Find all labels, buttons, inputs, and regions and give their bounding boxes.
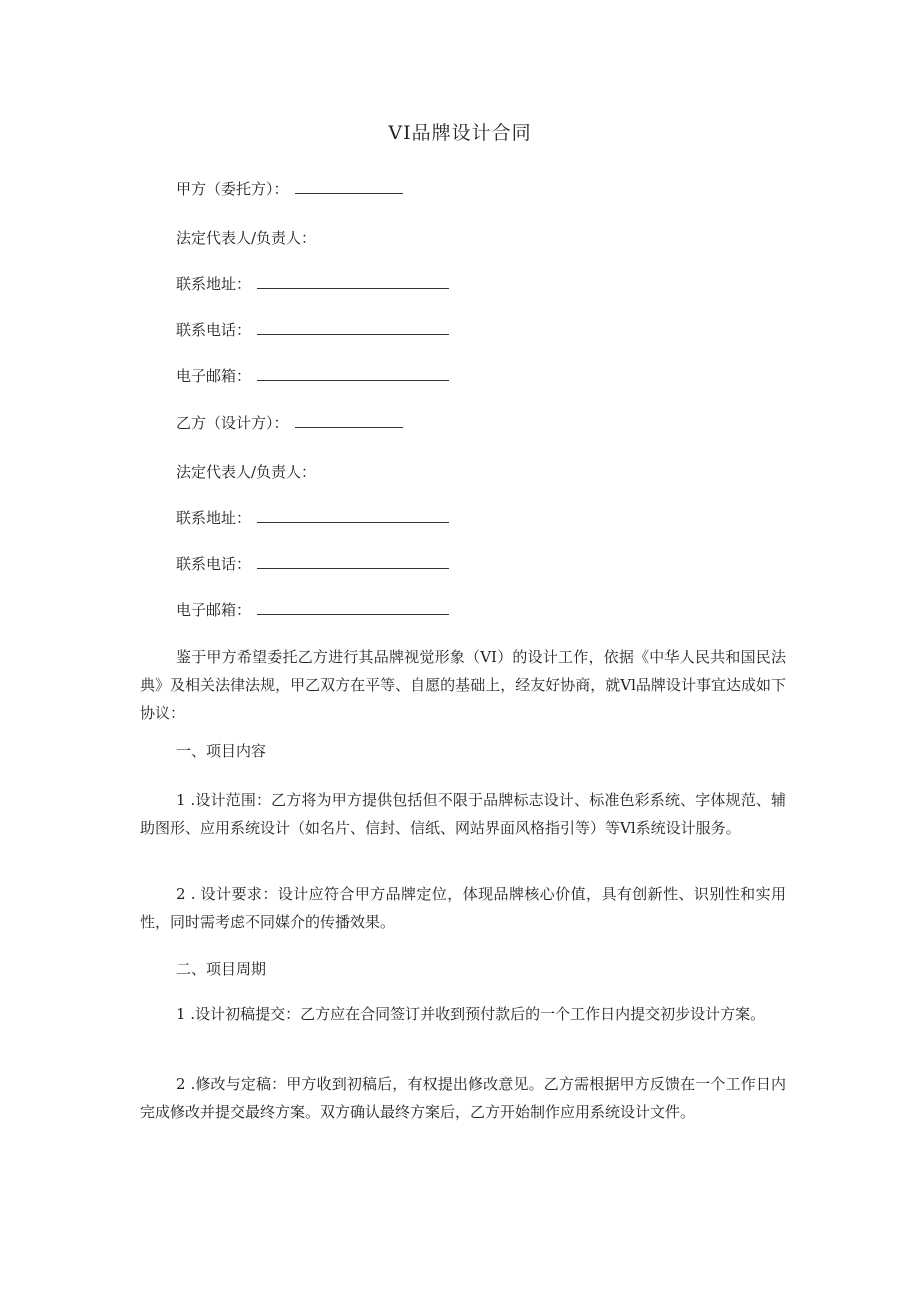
party-b-phone-label: 联系电话： [176, 555, 252, 573]
party-b-address-blank[interactable] [257, 508, 449, 523]
section1-heading: 一、项目内容 [176, 742, 267, 760]
party-b-label: 乙方（设计方）： [176, 414, 289, 432]
party-a-rep-field [176, 227, 316, 249]
party-b-phone-field [176, 553, 449, 575]
section2-item1: 1 .设计初稿提交：乙方应在合同签订并收到预付款后的一个工作日内提交初步设计方案。 [176, 1005, 766, 1023]
party-b-name-field [176, 412, 403, 434]
party-a-address-field [176, 273, 449, 295]
party-b-rep-label: 法定代表人/负责人： [176, 463, 317, 481]
party-a-email-blank[interactable] [257, 366, 449, 381]
party-a-label: 甲方（委托方）： [176, 180, 289, 198]
section1-item2: 2 . 设计要求：设计应符合甲方品牌定位，体现品牌核心价值，具有创新性、识别性和实用性，同时需考虑不同媒介的传播效果。 [140, 885, 786, 931]
party-a-phone-field [176, 319, 449, 341]
party-b-name-blank[interactable] [295, 413, 403, 428]
section2-item2: 2 .修改与定稿：甲方收到初稿后，有权提出修改意见。乙方需根据甲方反馈在一个工作日内完成修改并提交最终方案。双方确认最终方案后，乙方开始制作应用系统设计文件。 [140, 1075, 786, 1121]
party-b-address-field [176, 507, 449, 529]
party-b-rep-field [176, 461, 316, 483]
document-title: VI品牌设计合同 [388, 122, 532, 144]
party-a-name-blank[interactable] [295, 179, 403, 194]
party-a-phone-blank[interactable] [257, 320, 449, 335]
section1-item1: 1 .设计范围：乙方将为甲方提供包括但不限于品牌标志设计、标准色彩系统、字体规范、辅助图形、应用系统设计（如名片、信封、信纸、网站界面风格指引等）等Vl系统设计服务。 [140, 791, 786, 837]
party-b-email-blank[interactable] [257, 600, 449, 615]
party-a-email-field [176, 365, 449, 387]
preamble-paragraph: 鉴于甲方希望委托乙方进行其品牌视觉形象（VI）的设计工作，依据《中华人民共和国民法典》及相关法律法规，甲乙双方在平等、自愿的基础上，经友好协商，就Vl品牌设计事宜达成如下协议： [140, 648, 786, 722]
party-b-email-label: 电子邮箱： [176, 601, 252, 619]
party-a-address-label: 联系地址： [176, 275, 252, 293]
party-b-phone-blank[interactable] [257, 554, 449, 569]
party-a-rep-label: 法定代表人/负责人： [176, 229, 317, 247]
party-a-address-blank[interactable] [257, 274, 449, 289]
party-a-phone-label: 联系电话： [176, 321, 252, 339]
party-a-email-label: 电子邮箱： [176, 367, 252, 385]
party-b-address-label: 联系地址： [176, 509, 252, 527]
party-a-name-field [176, 178, 403, 200]
section2-heading: 二、项目周期 [176, 960, 267, 978]
party-b-email-field [176, 599, 449, 621]
